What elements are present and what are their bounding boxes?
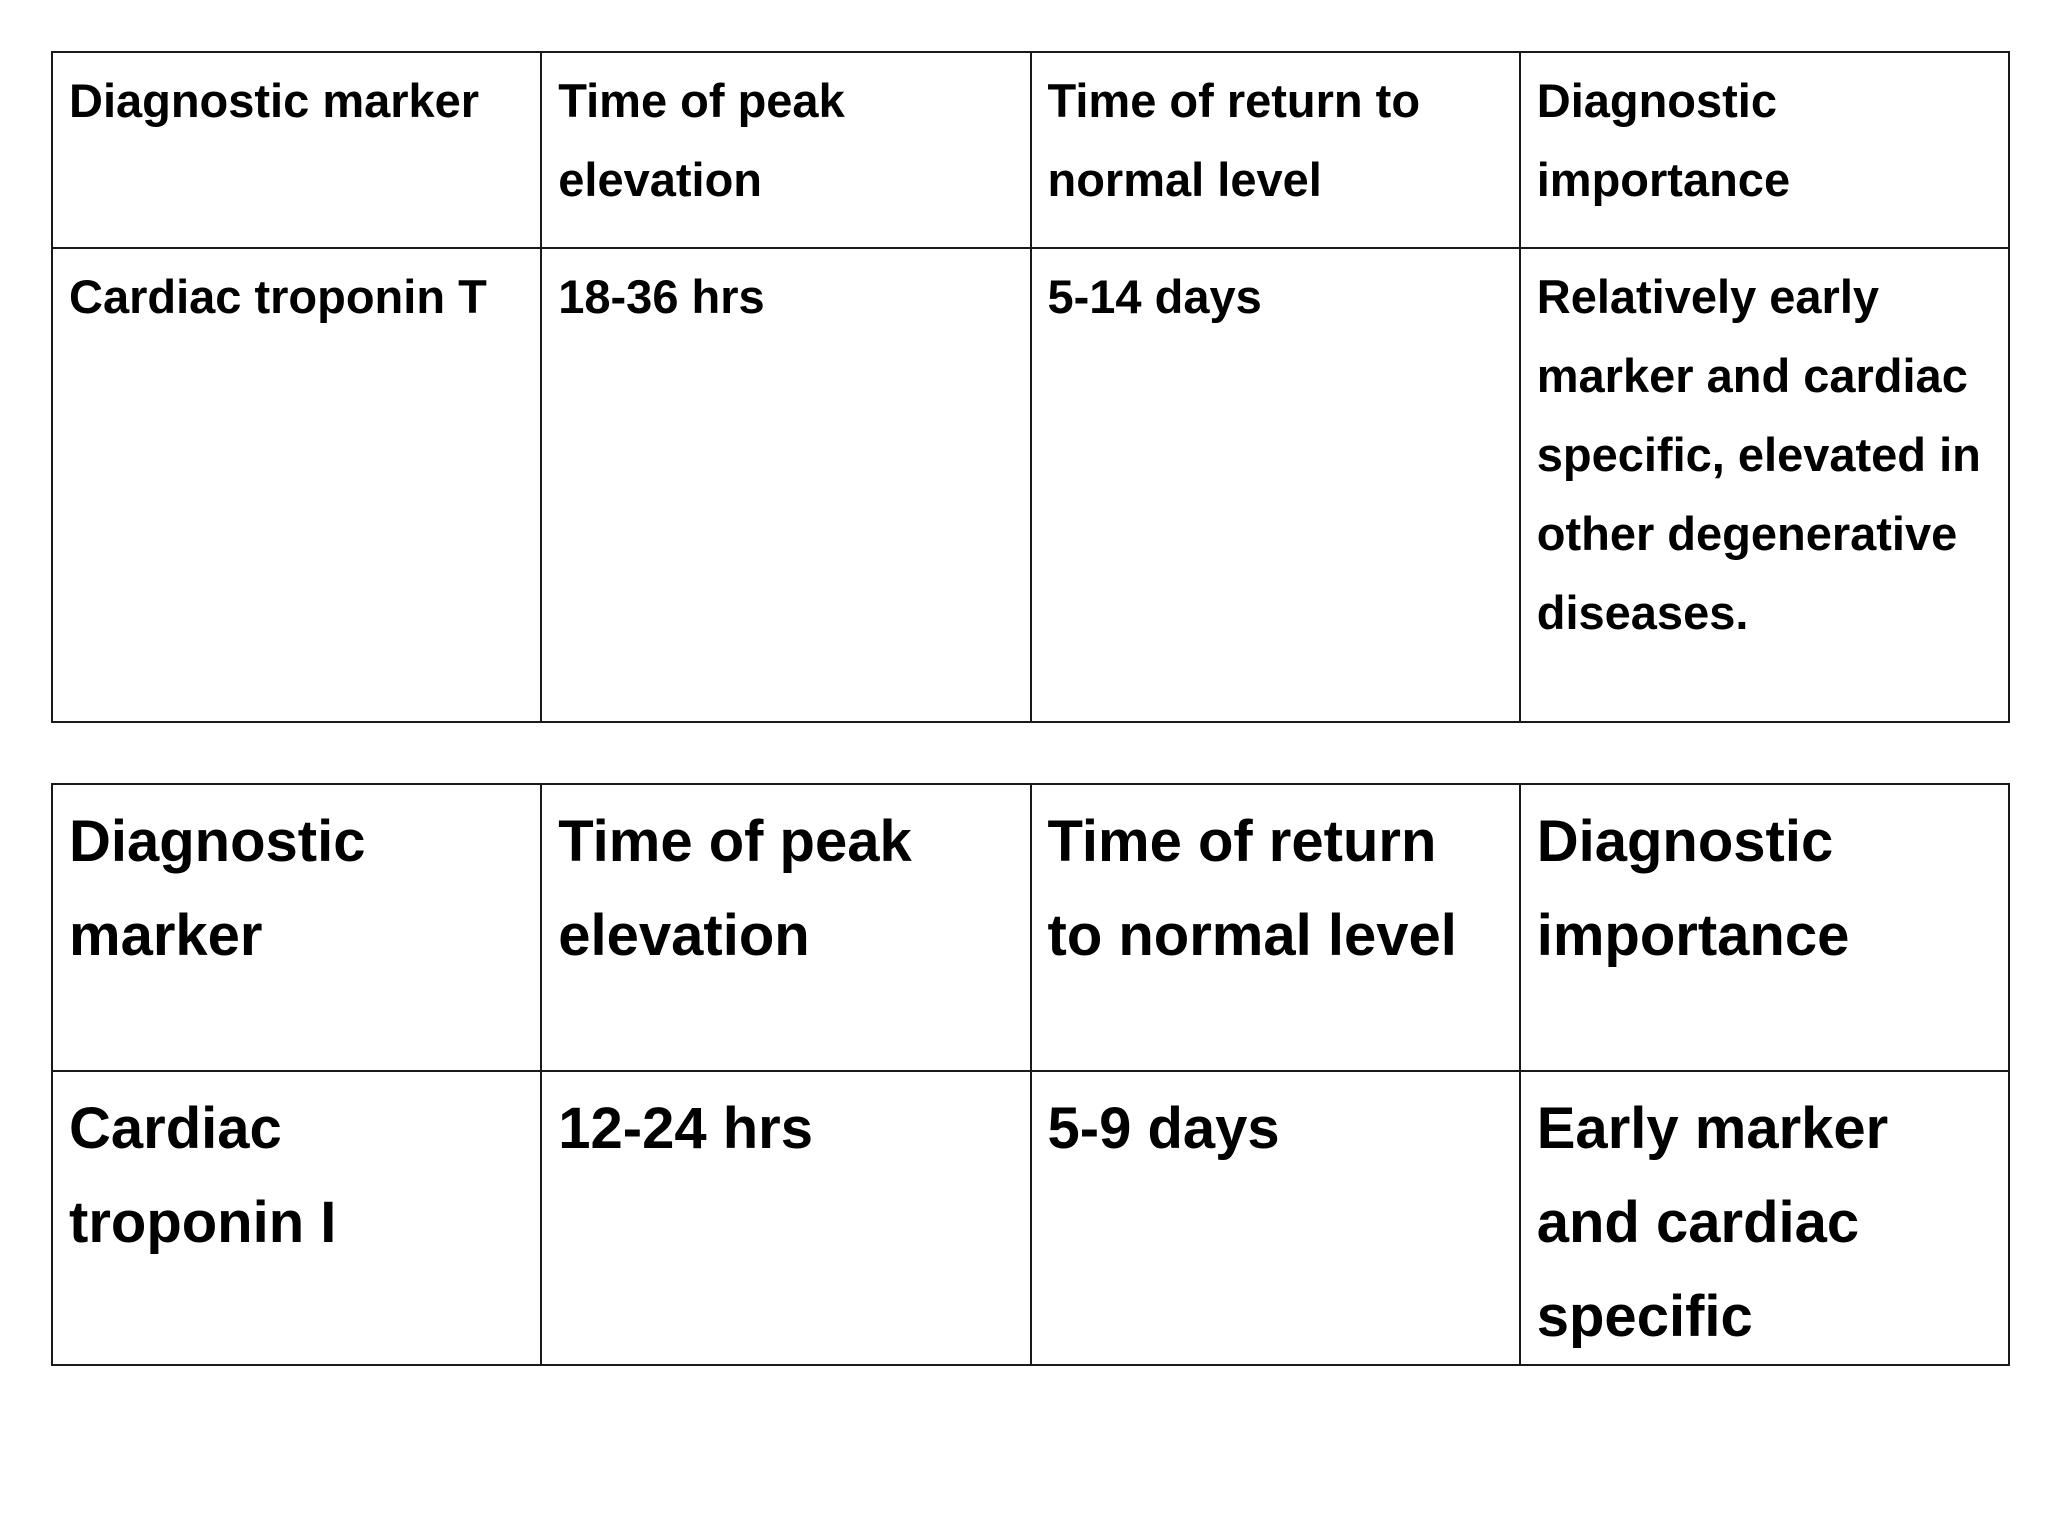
header-time-of-return: Time of return to normal level [1031, 784, 1520, 1071]
table-row [52, 248, 2009, 722]
table-header-row [52, 52, 2009, 248]
header-diagnostic-importance: Diagnostic importance [1520, 784, 2009, 1071]
cell-return-time: 5-14 days [1031, 248, 1520, 722]
troponin-t-table [51, 51, 2010, 723]
cell-peak-time: 18-36 hrs [541, 248, 1030, 722]
cell-return-time: 5-9 days [1031, 1071, 1520, 1365]
cell-importance: Relatively early marker and cardiac specific, elevated in other degenerative diseases. [1520, 248, 2009, 722]
header-time-of-return: Time of return to normal level [1031, 52, 1520, 248]
table-header-row [52, 784, 2009, 1071]
header-time-of-peak-elevation: Time of peak elevation [541, 784, 1030, 1071]
header-diagnostic-marker: Diagnostic marker [52, 52, 541, 248]
header-diagnostic-marker: Diagnostic marker [52, 784, 541, 1071]
header-diagnostic-importance: Diagnostic importance [1520, 52, 2009, 248]
cell-peak-time: 12-24 hrs [541, 1071, 1030, 1365]
header-time-of-peak-elevation: Time of peak elevation [541, 52, 1030, 248]
cell-marker-name: Cardiac troponin T [52, 248, 541, 722]
troponin-i-table [51, 783, 2010, 1366]
table-row [52, 1071, 2009, 1365]
cell-importance: Early marker and cardiac specific [1520, 1071, 2009, 1365]
cell-marker-name: Cardiac troponin I [52, 1071, 541, 1365]
